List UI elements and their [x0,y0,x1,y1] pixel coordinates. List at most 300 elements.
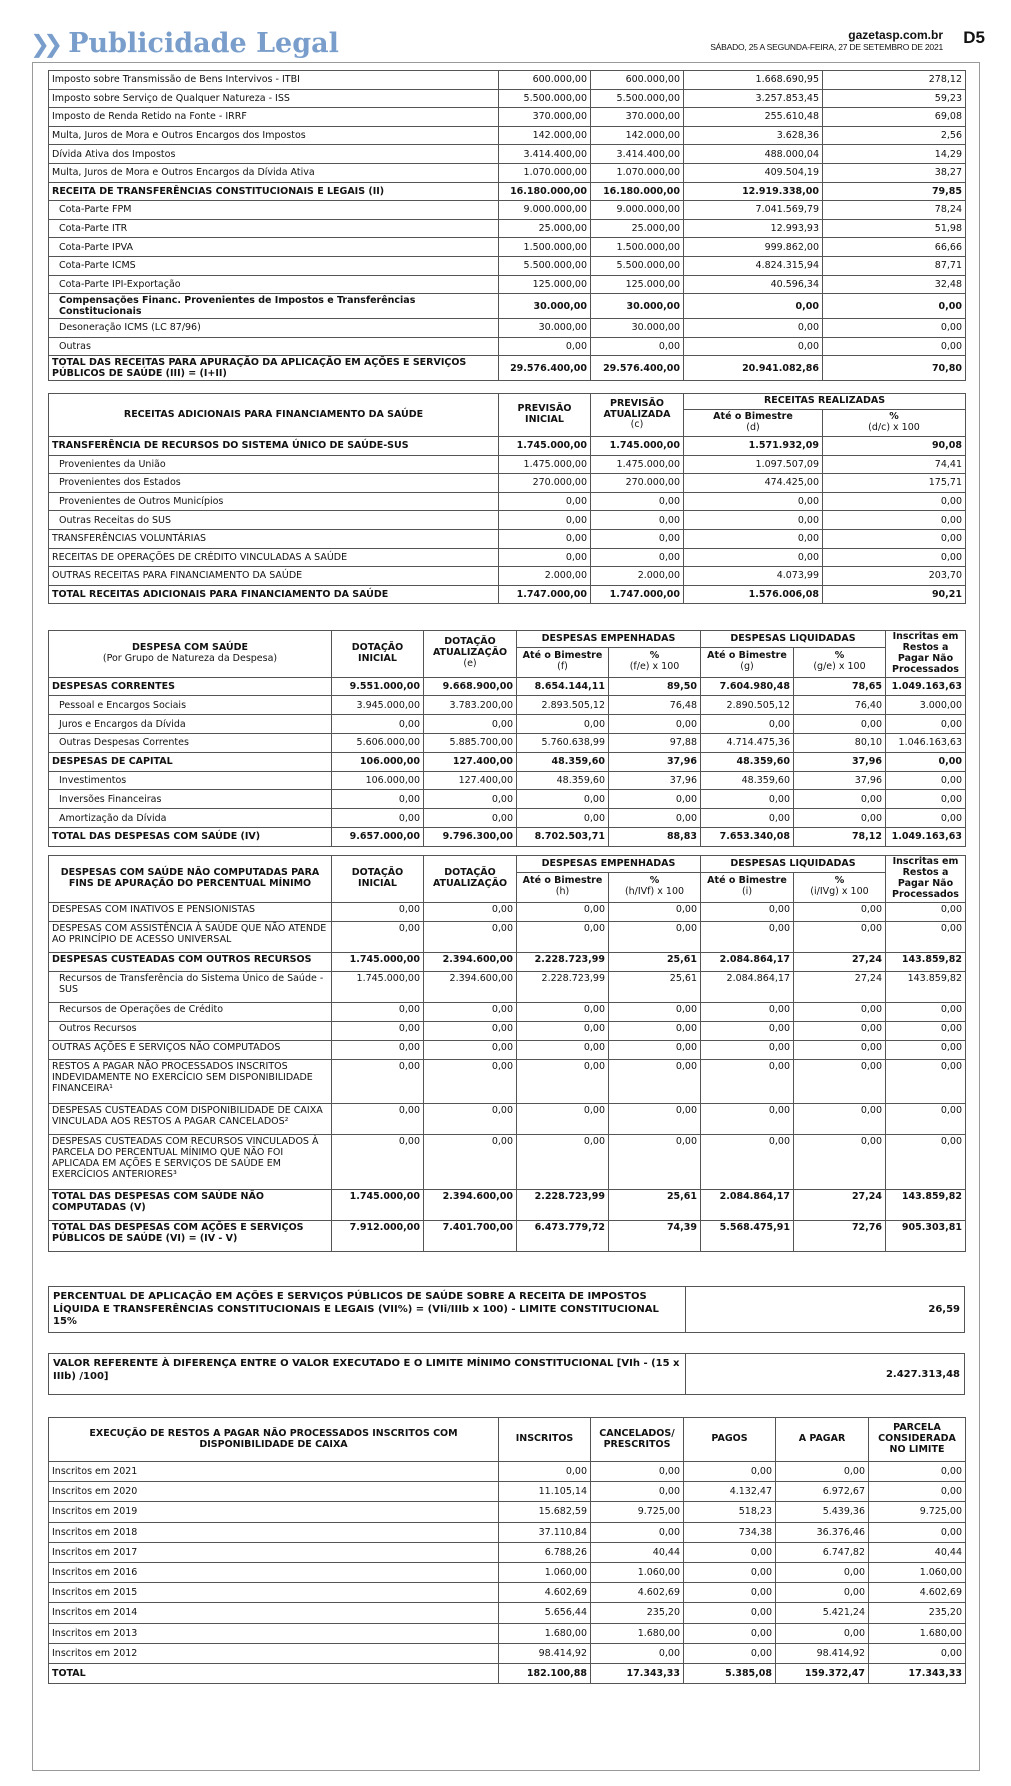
cell-value: 20.941.082,86 [684,356,823,381]
cell-value: 9.668.900,00 [424,677,517,696]
col-header-text: % [889,411,899,423]
row-label: DESPESAS CUSTEADAS COM OUTROS RECURSOS [49,952,332,971]
cell-value: 2.228.723,99 [517,952,609,971]
table-row [49,952,966,971]
cell-value: 30.000,00 [591,319,684,338]
cell-value: 0,00 [332,809,424,828]
cell-value: 159.372,47 [776,1663,869,1683]
cell-value: 0,00 [684,319,823,338]
cell-value: 12.993,93 [684,219,823,238]
table-row [49,294,966,319]
cell-value: 600.000,00 [591,71,684,90]
row-label: Provenientes de Outros Municípios [49,492,499,511]
table-row [49,108,966,127]
cell-value: 74,41 [823,455,966,474]
cell-value: 370.000,00 [499,108,591,127]
cell-value: 175,71 [823,474,966,493]
row-label: Outras [49,337,499,356]
table-row [49,89,966,108]
cell-value: 0,00 [332,1021,424,1040]
cell-value: 4.132,47 [684,1482,776,1502]
cell-value: 48.359,60 [517,771,609,790]
cell-value: 0,00 [424,921,517,952]
cell-value: 0,00 [424,1134,517,1189]
table-row [49,1134,966,1189]
row-label: Inversões Financeiras [49,790,332,809]
cell-value: 0,00 [886,790,966,809]
cell-value: 15.682,59 [499,1502,591,1522]
cell-value: 9.657.000,00 [332,828,424,847]
cell-value: 2.000,00 [499,567,591,586]
cell-value: 0,00 [517,921,609,952]
cell-value: 0,00 [332,1103,424,1134]
cell-value: 0,00 [517,1103,609,1134]
cell-value: 9.551.000,00 [332,677,424,696]
row-label: Cota-Parte ITR [49,219,499,238]
page-number: D5 [963,28,985,47]
row-label: TOTAL DAS DESPESAS COM SAÚDE (IV) [49,828,332,847]
cell-value: 78,24 [823,201,966,220]
cell-value: 0,00 [517,790,609,809]
cell-value: 0,00 [517,1002,609,1021]
min-limit-difference-label: VALOR REFERENTE À DIFERENÇA ENTRE O VALOR EXECUTADO E O LIMITE MÍNIMO CONSTITUCIONAL [VIh - (15 x IIIb) /100] [49,1354,686,1394]
cell-value: 5.656,44 [499,1603,591,1623]
cell-value: 0,00 [886,1134,966,1189]
cell-value: 2.394.600,00 [424,971,517,1002]
cell-value: 2.893.505,12 [517,696,609,715]
table-row [49,1603,966,1623]
cell-value: 0,00 [499,492,591,511]
table-row [49,145,966,164]
cell-value: 0,00 [591,1522,684,1542]
col-header-pct-i [794,872,886,902]
cell-value: 27,24 [794,952,886,971]
table-row [49,1643,966,1663]
cell-value: 5.500.000,00 [499,256,591,275]
cell-value: 25,61 [609,1189,701,1220]
cell-value: 0,00 [517,809,609,828]
double-chevron-icon: ❯❯ [30,29,57,58]
cell-value: 255.610,48 [684,108,823,127]
row-label: DESPESAS CUSTEADAS COM DISPONIBILIDADE DE CAIXA VINCULADA AOS RESTOS A PAGAR CANCELADOS² [49,1103,332,1134]
col-header-title [49,631,332,678]
cell-value: 0,00 [886,902,966,921]
row-label: Multa, Juros de Mora e Outros Encargos da Dívida Ativa [49,163,499,182]
cell-value: 0,00 [332,1134,424,1189]
cell-value: 40,44 [869,1542,966,1562]
cell-value: 51,98 [823,219,966,238]
row-label: TOTAL DAS DESPESAS COM SAÚDE NÃO COMPUTADAS (V) [49,1189,332,1220]
row-label: TOTAL DAS RECEITAS PARA APURAÇÃO DA APLICAÇÃO EM AÇÕES E SERVIÇOS PÚBLICOS DE SAÚDE (III) = (I+II) [49,356,499,381]
cell-value: 8.702.503,71 [517,828,609,847]
cell-value: 4.714.475,36 [701,734,794,753]
cell-value: 0,00 [701,790,794,809]
col-header-ate-h [517,872,609,902]
cell-value: 1.046.163,63 [886,734,966,753]
table-row [49,1522,966,1542]
cell-value: 0,00 [823,529,966,548]
col-header-text: % [649,875,660,887]
cell-value: 1.500.000,00 [591,238,684,257]
table-row [49,511,966,530]
cell-value: 0,00 [886,771,966,790]
publication-info [710,28,943,52]
additional-revenue-table [48,393,966,604]
table-row [49,1583,966,1603]
cell-value: 5.568.475,91 [701,1220,794,1251]
cell-value: 1.745.000,00 [332,952,424,971]
row-label: DESPESAS CUSTEADAS COM RECURSOS VINCULADOS À PARCELA DO PERCENTUAL MÍNIMO QUE NÃO FOI APLICADA EM AÇÕES E SERVIÇOS DE SAÚDE EM EXERCÍCIOS ANTERIORES³ [49,1134,332,1189]
cell-value: 0,00 [823,511,966,530]
col-header-sub: (g) [740,661,754,673]
cell-value: 1.475.000,00 [591,455,684,474]
cell-value: 2.084.864,17 [701,952,794,971]
cell-value: 1.060,00 [869,1562,966,1582]
cell-value: 0,00 [869,1522,966,1542]
cell-value: 0,00 [794,1059,886,1103]
cell-value: 0,00 [701,1021,794,1040]
col-header-sub: (h/IVf) x 100 [624,886,685,898]
table-row [49,163,966,182]
row-label: Imposto sobre Transmissão de Bens Intervivos - ITBI [49,71,499,90]
cell-value: 106.000,00 [332,771,424,790]
cell-value: 5.500.000,00 [499,89,591,108]
row-label: DESPESAS DE CAPITAL [49,752,332,771]
row-label: RESTOS A PAGAR NÃO PROCESSADOS INSCRITOS INDEVIDAMENTE NO EXERCÍCIO SEM DISPONIBILIDADE FINANCEIRA¹ [49,1059,332,1103]
cell-value: 1.680,00 [869,1623,966,1643]
cell-value: 0,00 [609,1103,701,1134]
cell-value: 76,40 [794,696,886,715]
cell-value: 1.745.000,00 [332,1189,424,1220]
row-label: Recursos de Operações de Crédito [49,1002,332,1021]
col-header-pct-f [609,647,701,677]
cell-value: 0,00 [332,790,424,809]
col-header-ate [684,410,823,437]
table-row [49,238,966,257]
table-row [49,1220,966,1251]
table-row [49,256,966,275]
table-row [49,971,966,1002]
col-header-ate-f [517,647,609,677]
cell-value: 74,39 [609,1220,701,1251]
table-row [49,71,966,90]
min-limit-difference-value: 2.427.313,48 [885,1368,960,1380]
site-name: gazetasp.com.br [848,28,943,42]
table-row [49,1502,966,1522]
cell-value: 203,70 [823,567,966,586]
row-label: Inscritos em 2014 [49,1603,499,1623]
cell-value: 0,00 [591,337,684,356]
row-label: OUTRAS AÇÕES E SERVIÇOS NÃO COMPUTADOS [49,1040,332,1059]
cell-value: 9.725,00 [869,1502,966,1522]
cell-value: 0,00 [684,1603,776,1623]
col-header-dot-ini: DOTAÇÃO INICIAL [332,856,424,903]
cell-value: 0,00 [499,548,591,567]
cell-value: 0,00 [684,492,823,511]
cell-value: 0,00 [517,715,609,734]
cell-value: 1.680,00 [591,1623,684,1643]
cell-value: 30.000,00 [591,294,684,319]
cell-value: 1.571.932,09 [684,437,823,456]
cell-value: 0,00 [794,1002,886,1021]
cell-value: 72,76 [794,1220,886,1251]
cell-value: 270.000,00 [591,474,684,493]
cell-value: 80,10 [794,734,886,753]
cell-value: 0,00 [886,715,966,734]
cell-value: 1.668.690,95 [684,71,823,90]
table-row [49,1462,966,1482]
cell-value: 0,00 [591,1643,684,1663]
cell-value: 2.228.723,99 [517,971,609,1002]
cell-value: 25.000,00 [591,219,684,238]
row-label: Inscritos em 2018 [49,1522,499,1542]
cell-value: 1.049.163,63 [886,828,966,847]
col-header-realizadas: RECEITAS REALIZADAS [684,394,966,410]
cell-value: 0,00 [499,337,591,356]
table-row [49,126,966,145]
cell-value: 0,00 [794,1021,886,1040]
col-header-empenhadas: DESPESAS EMPENHADAS [517,631,701,648]
row-label: RECEITAS DE OPERAÇÕES DE CRÉDITO VINCULADAS A SAÚDE [49,548,499,567]
cell-value: 0,00 [684,1643,776,1663]
table-row [49,275,966,294]
cell-value: 0,00 [424,809,517,828]
col-header-empenhadas: DESPESAS EMPENHADAS [517,856,701,873]
cell-value: 6.473.779,72 [517,1220,609,1251]
col-header-sub: (e) [463,658,477,670]
cell-value: 0,00 [701,1059,794,1103]
cell-value: 0,00 [701,1040,794,1059]
row-label: Inscritos em 2013 [49,1623,499,1643]
table-row [49,752,966,771]
row-label: TRANSFERÊNCIA DE RECURSOS DO SISTEMA ÚNICO DE SAÚDE-SUS [49,437,499,456]
row-label: Cota-Parte IPI-Exportação [49,275,499,294]
cell-value: 0,00 [684,548,823,567]
percent-application-label: PERCENTUAL DE APLICAÇÃO EM AÇÕES E SERVIÇOS PÚBLICOS DE SAÚDE SOBRE A RECEITA DE IMPOSTOS LÍQUIDA E TRANSFERÊNCIAS CONSTITUCIONAIS E LEGAIS (VII%) = (VIi/IIIb x 100) - LIMITE CONSTITUCIONAL 15% [49,1287,686,1332]
row-label: Provenientes da União [49,455,499,474]
cell-value: 88,83 [609,828,701,847]
cell-value: 17.343,33 [869,1663,966,1683]
cell-value: 7.604.980,48 [701,677,794,696]
row-label: Multa, Juros de Mora e Outros Encargos dos Impostos [49,126,499,145]
col-header-text: DOTAÇÃO ATUALIZAÇÃO [432,636,508,659]
col-header-a-pagar: A PAGAR [776,1418,869,1462]
cell-value: 0,00 [823,548,966,567]
row-label: Outros Recursos [49,1021,332,1040]
row-label: Outras Despesas Correntes [49,734,332,753]
cell-value: 0,00 [776,1462,869,1482]
row-label: Inscritos em 2020 [49,1482,499,1502]
cell-value: 0,00 [424,902,517,921]
row-label: Outras Receitas do SUS [49,511,499,530]
table-row [49,1103,966,1134]
col-header-sub: (f/e) x 100 [629,661,680,673]
cell-value: 0,00 [886,1103,966,1134]
cell-value: 1.747.000,00 [591,585,684,604]
cell-value: 30.000,00 [499,294,591,319]
cell-value: 143.859,82 [886,952,966,971]
section-title: Publicidade Legal [68,28,339,59]
cell-value: 0,00 [794,921,886,952]
cell-value: 0,00 [499,511,591,530]
section-brand [30,28,339,59]
cell-value: 0,00 [609,809,701,828]
cell-value: 0,00 [517,1040,609,1059]
cell-value: 5.760.638,99 [517,734,609,753]
col-header-sub: (g/e) x 100 [813,661,866,673]
col-header-inscritos: INSCRITOS [499,1418,591,1462]
cell-value: 27,24 [794,1189,886,1220]
table-row [49,1482,966,1502]
cell-value: 0,00 [886,1002,966,1021]
col-header-pagos: PAGOS [684,1418,776,1462]
cell-value: 0,00 [869,1643,966,1663]
cell-value: 278,12 [823,71,966,90]
col-header-text: % [649,650,660,662]
cell-value: 474.425,00 [684,474,823,493]
cell-value: 7.653.340,08 [701,828,794,847]
col-header-ate-g [701,647,794,677]
unpaid-commitments-table [48,1417,966,1684]
cell-value: 4.602,69 [499,1583,591,1603]
cell-value: 0,00 [794,1134,886,1189]
row-label: Provenientes dos Estados [49,474,499,493]
row-label: Amortização da Dívida [49,809,332,828]
cell-value: 37.110,84 [499,1522,591,1542]
cell-value: 25,61 [609,952,701,971]
cell-value: 2.228.723,99 [517,1189,609,1220]
row-label: Desoneração ICMS (LC 87/96) [49,319,499,338]
cell-value: 143.859,82 [886,971,966,1002]
cell-value: 0,00 [701,1103,794,1134]
cell-value: 69,08 [823,108,966,127]
col-header-title: EXECUÇÃO DE RESTOS A PAGAR NÃO PROCESSADOS INSCRITOS COM DISPONIBILIDADE DE CAIXA [49,1418,499,1462]
table-row [49,1040,966,1059]
cell-value: 6.972,67 [776,1482,869,1502]
cell-value: 9.796.300,00 [424,828,517,847]
table-row [49,548,966,567]
col-header-sub: (d) [746,422,760,433]
table-row [49,1542,966,1562]
cell-value: 0,00 [886,921,966,952]
table-row [49,437,966,456]
cell-value: 0,00 [609,1040,701,1059]
row-label: DESPESAS CORRENTES [49,677,332,696]
table-row [49,1189,966,1220]
cell-value: 3.000,00 [886,696,966,715]
cell-value: 0,00 [701,902,794,921]
row-label: TOTAL DAS DESPESAS COM AÇÕES E SERVIÇOS PÚBLICOS DE SAÚDE (VI) = (IV - V) [49,1220,332,1251]
col-header-text: Até o Bimestre [522,875,603,887]
cell-value: 4.824.315,94 [684,256,823,275]
cell-value: 2.394.600,00 [424,1189,517,1220]
table-row [49,771,966,790]
col-header-pct [823,410,966,437]
cell-value: 1.070.000,00 [591,163,684,182]
cell-value: 0,00 [684,1562,776,1582]
cell-value: 0,00 [609,1134,701,1189]
cell-value: 0,00 [684,529,823,548]
masthead [30,24,985,64]
cell-value: 235,20 [869,1603,966,1623]
col-header-cancelados: CANCELADOS/ PRESCRITOS [591,1418,684,1462]
cell-value: 2.890.505,12 [701,696,794,715]
row-label: Inscritos em 2017 [49,1542,499,1562]
cell-value: 1.475.000,00 [499,455,591,474]
cell-value: 125.000,00 [499,275,591,294]
cell-value: 9.725,00 [591,1502,684,1522]
cell-value: 488.000,04 [684,145,823,164]
cell-value: 2.000,00 [591,567,684,586]
cell-value: 0,00 [684,1623,776,1643]
cell-value: 70,80 [823,356,966,381]
col-header-text: DESPESA COM SAÚDE [132,641,248,653]
percent-application-box [48,1286,965,1333]
cell-value: 142.000,00 [499,126,591,145]
cell-value: 16.180.000,00 [591,182,684,201]
edition-date: SÁBADO, 25 A SEGUNDA-FEIRA, 27 DE SETEMBRO DE 2021 [710,42,943,52]
row-label: Cota-Parte FPM [49,201,499,220]
cell-value: 182.100,88 [499,1663,591,1683]
cell-value: 0,00 [332,902,424,921]
cell-value: 5.885.700,00 [424,734,517,753]
cell-value: 87,71 [823,256,966,275]
table-row [49,219,966,238]
cell-value: 999.862,00 [684,238,823,257]
col-header-sub: (Por Grupo de Natureza da Despesa) [102,652,278,664]
health-expense-table [48,630,966,847]
cell-value: 0,00 [609,902,701,921]
cell-value: 17.343,33 [591,1663,684,1683]
cell-value: 90,08 [823,437,966,456]
cell-value: 48.359,60 [701,771,794,790]
cell-value: 0,00 [424,715,517,734]
cell-value: 0,00 [869,1462,966,1482]
table-row [49,715,966,734]
col-header-liquidadas: DESPESAS LIQUIDADAS [701,631,886,648]
cell-value: 5.500.000,00 [591,89,684,108]
cell-value: 0,00 [591,492,684,511]
col-header-text: Até o Bimestre [707,650,787,662]
cell-value: 0,00 [794,902,886,921]
cell-value: 518,23 [684,1502,776,1522]
cell-value: 29.576.400,00 [591,356,684,381]
cell-value: 5.606.000,00 [332,734,424,753]
cell-value: 1.097.507,09 [684,455,823,474]
cell-value: 25.000,00 [499,219,591,238]
cell-value: 3.414.400,00 [591,145,684,164]
col-header-liquidadas: DESPESAS LIQUIDADAS [701,856,886,873]
col-header-title: DESPESAS COM SAÚDE NÃO COMPUTADAS PARA FINS DE APURAÇÃO DO PERCENTUAL MÍNIMO [49,856,332,903]
cell-value: 0,00 [591,511,684,530]
cell-value: 0,00 [684,1462,776,1482]
tax-revenue-table [48,70,966,381]
cell-value: 98.414,92 [776,1643,869,1663]
row-label: Inscritos em 2016 [49,1562,499,1582]
cell-value: 1.060,00 [499,1562,591,1582]
table-row [49,585,966,604]
cell-value: 0,00 [424,1021,517,1040]
cell-value: 143.859,82 [886,1189,966,1220]
cell-value: 905.303,81 [886,1220,966,1251]
cell-value: 90,21 [823,585,966,604]
cell-value: 48.359,60 [517,752,609,771]
cell-value: 4.602,69 [591,1583,684,1603]
col-header-parcela: PARCELA CONSIDERADA NO LIMITE [869,1418,966,1462]
row-label: Inscritos em 2015 [49,1583,499,1603]
cell-value: 37,96 [609,752,701,771]
row-label: Inscritos em 2021 [49,1462,499,1482]
